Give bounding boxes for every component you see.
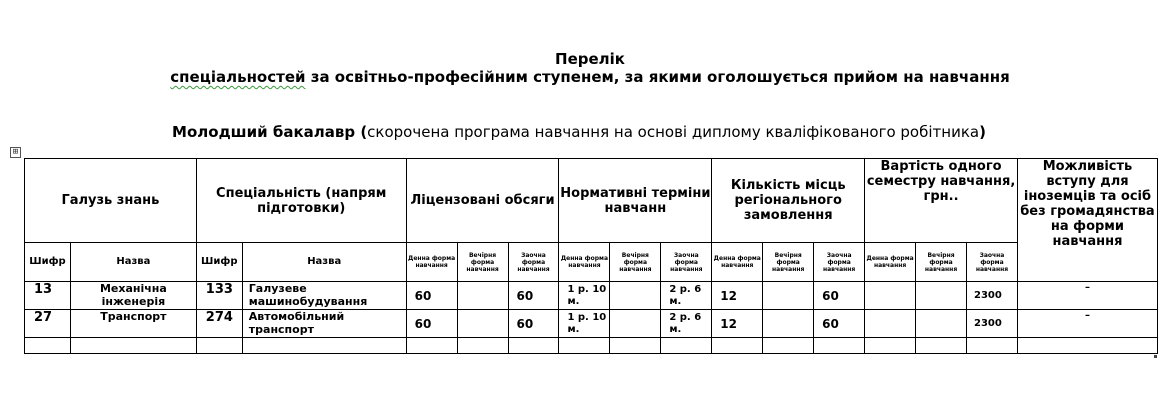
term-day-cell: 1 р. 10 м. [559, 310, 610, 338]
cost-evening-cell [916, 282, 967, 310]
term-evening-cell [610, 310, 661, 338]
subtitle-close-paren: ) [979, 123, 986, 141]
table-row [25, 282, 1158, 310]
subheader-reg-day: Денна форма навчання [712, 243, 763, 282]
document-subtitle [0, 123, 1158, 141]
subheader-row [25, 243, 1158, 282]
subheader-term-evening: Вечірня форма навчання [610, 243, 661, 282]
subheader-term-extramural: Заочна форма навчання [661, 243, 712, 282]
subheader-lic-day: Денна форма навчання [406, 243, 457, 282]
lic-evening-cell [457, 310, 508, 338]
subheader-reg-evening: Вечірня форма навчання [763, 243, 814, 282]
empty-cell [508, 338, 559, 354]
term-evening-cell [610, 282, 661, 310]
empty-cell [406, 338, 457, 354]
reg-evening-cell [763, 310, 814, 338]
field-name-cell: Транспорт [70, 310, 196, 338]
header-normative-terms: Нормативні терміни навчанн [559, 159, 712, 243]
field-code-cell: 27 [25, 310, 71, 338]
subheader-reg-extramural: Заочна форма навчання [814, 243, 865, 282]
document-title: Перелік [555, 50, 625, 68]
admissions-table [24, 158, 1158, 354]
empty-cell [559, 338, 610, 354]
document-title-line2 [0, 68, 1158, 86]
empty-cell [865, 338, 916, 354]
subheader-spec-code: Шифр [196, 243, 242, 282]
cost-extramural-cell: 2300 [967, 310, 1018, 338]
term-day-cell: 1 р. 10 м. [559, 282, 610, 310]
subheader-term-day: Денна форма навчання [559, 243, 610, 282]
title-line2-text: за освітньо-професійним ступенем, за якими оголошується прийом на навчання [305, 68, 1010, 86]
subheader-lic-evening: Вечірня форма навчання [457, 243, 508, 282]
header-specialty: Спеціальність (напрям підготовки) [196, 159, 406, 243]
spec-code-cell: 274 [196, 310, 242, 338]
foreigners-cell: – [1017, 282, 1157, 310]
empty-cell [242, 338, 406, 354]
subheader-cost-evening: Вечірня форма навчання [916, 243, 967, 282]
reg-evening-cell [763, 282, 814, 310]
term-extramural-cell: 2 р. 6 м. [661, 310, 712, 338]
empty-cell [1017, 338, 1157, 354]
empty-cell [196, 338, 242, 354]
subtitle-program: скорочена програма навчання на основі диплому кваліфікованого робітника [367, 123, 980, 141]
reg-day-cell: 12 [712, 282, 763, 310]
header-regional-places: Кількість місць регіонального замовлення [712, 159, 865, 243]
header-foreigners: Можливість вступу для іноземців та осіб без громадянства на форми навчання [1017, 159, 1157, 282]
header-row [25, 159, 1158, 243]
empty-cell [610, 338, 661, 354]
empty-cell [763, 338, 814, 354]
subtitle-degree: Молодший бакалавр ( [172, 123, 368, 141]
subheader-lic-extramural: Заочна форма навчання [508, 243, 559, 282]
spec-code-cell: 133 [196, 282, 242, 310]
reg-extramural-cell: 60 [814, 310, 865, 338]
term-extramural-cell: 2 р. 6 м. [661, 282, 712, 310]
empty-cell [70, 338, 196, 354]
header-semester-cost: Вартість одного семестру навчання, грн.. [865, 159, 1018, 243]
table-row [25, 310, 1158, 338]
cost-day-cell [865, 282, 916, 310]
field-code-cell: 13 [25, 282, 71, 310]
lic-day-cell: 60 [406, 310, 457, 338]
header-licensed: Ліцензовані обсяги [406, 159, 559, 243]
reg-extramural-cell: 60 [814, 282, 865, 310]
cost-extramural-cell: 2300 [967, 282, 1018, 310]
empty-cell [967, 338, 1018, 354]
empty-cell [25, 338, 71, 354]
lic-day-cell: 60 [406, 282, 457, 310]
spec-name-cell: Галузеве машинобудування [242, 282, 406, 310]
empty-cell [661, 338, 712, 354]
empty-cell [457, 338, 508, 354]
foreigners-cell: – [1017, 310, 1157, 338]
subheader-cost-day: Денна форма навчання [865, 243, 916, 282]
empty-cell [916, 338, 967, 354]
lic-evening-cell [457, 282, 508, 310]
subheader-spec-name: Назва [242, 243, 406, 282]
cost-evening-cell [916, 310, 967, 338]
subheader-field-code: Шифр [25, 243, 71, 282]
spec-name-cell: Автомобільний транспорт [242, 310, 406, 338]
empty-cell [814, 338, 865, 354]
header-field: Галузь знань [25, 159, 197, 243]
subheader-field-name: Назва [70, 243, 196, 282]
spellcheck-underlined-word: спеціальностей [170, 68, 306, 86]
table-resize-marker[interactable] [1154, 355, 1157, 358]
reg-day-cell: 12 [712, 310, 763, 338]
empty-cell [712, 338, 763, 354]
lic-extramural-cell: 60 [508, 310, 559, 338]
cost-day-cell [865, 310, 916, 338]
empty-table-row [25, 338, 1158, 354]
field-name-cell: Механічна інженерія [70, 282, 196, 310]
table-move-handle-icon[interactable]: ⊞ [10, 147, 21, 158]
lic-extramural-cell: 60 [508, 282, 559, 310]
subheader-cost-extramural: Заочна форма навчання [967, 243, 1018, 282]
